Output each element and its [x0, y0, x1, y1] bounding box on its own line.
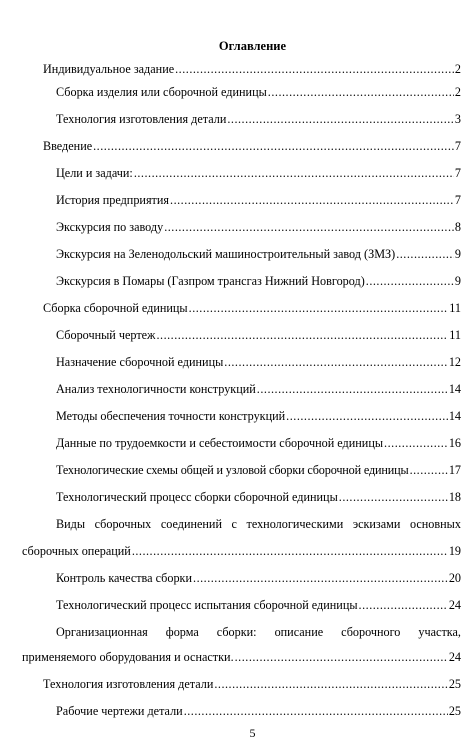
toc-word: сборки:: [216, 625, 257, 639]
toc-word: основных: [409, 517, 461, 531]
toc-leader-dots: [156, 328, 448, 343]
toc-entry-goals[interactable]: [56, 166, 461, 181]
toc-entry-assembly-schemes[interactable]: [56, 463, 461, 478]
toc-page-number: 2: [454, 85, 461, 99]
toc-entry-text: Сборка сборочной единицы: [43, 301, 188, 315]
toc-leader-dots: [184, 704, 448, 719]
toc-word: технологическими: [246, 517, 344, 531]
toc-entry-part-manufacturing[interactable]: [43, 677, 461, 692]
toc-entry-text: Индивидуальное задание: [43, 62, 175, 76]
toc-page-number: 25: [448, 704, 461, 718]
toc-entry-factory-tour[interactable]: [56, 220, 461, 235]
toc-page-number: 8: [454, 220, 461, 234]
toc-leader-dots: [134, 166, 454, 181]
toc-entry-text: Экскурсия на Зеленодольский машиностроительный завод (ЗМЗ): [56, 247, 396, 261]
toc-page-number: 9: [454, 247, 461, 261]
toc-page-number: 24: [448, 650, 461, 664]
toc-entry-text: Экскурсия по заводу: [56, 220, 164, 234]
toc-page-number: 17: [448, 463, 461, 477]
toc-word: Виды: [56, 517, 86, 531]
toc-word: сборочных: [94, 517, 152, 531]
toc-page-number: 19: [448, 544, 461, 558]
toc-page-number: 12: [448, 355, 461, 369]
toc-page-number: 2: [454, 62, 461, 76]
toc-leader-dots: [339, 490, 448, 505]
toc-leader-dots: [235, 650, 448, 665]
toc-entry-text: Сборочный чертеж: [56, 328, 156, 342]
toc-entry-manufacturability[interactable]: [56, 382, 461, 397]
toc-page-number: 20: [448, 571, 461, 585]
toc-leader-dots: [193, 571, 448, 586]
toc-entry-text: Технология изготовления детали: [43, 677, 214, 691]
toc-page-number: 11: [449, 328, 461, 342]
toc-entry-joint-types-line2[interactable]: [22, 544, 461, 559]
toc-entry-text: Контроль качества сборки: [56, 571, 193, 585]
toc-leader-dots: [164, 220, 454, 235]
toc-entry-text: Анализ технологичности конструкций: [56, 382, 256, 396]
toc-entry-text: сборочных операций: [22, 544, 131, 558]
toc-leader-dots: [93, 139, 454, 154]
toc-page-number: 7: [454, 166, 461, 180]
toc-word: сборочного: [341, 625, 401, 639]
toc-entry-text: Технологический процесс сборки сборочной единицы: [56, 490, 338, 504]
toc-entry-part-manufacturing-tech[interactable]: [56, 112, 461, 127]
toc-entry-text: Методы обеспечения точности конструкций: [56, 409, 286, 423]
toc-leader-dots: [384, 436, 448, 451]
toc-leader-dots: [227, 112, 454, 127]
toc-page-number: 25: [448, 677, 461, 691]
toc-entry-pomary-tour[interactable]: [56, 274, 461, 289]
toc-leader-dots: [257, 382, 448, 397]
toc-entry-text: Технология изготовления детали: [56, 112, 227, 126]
toc-page-number: 9: [454, 274, 461, 288]
toc-entry-assembly-process[interactable]: [56, 490, 461, 505]
toc-page-number: 11: [449, 301, 461, 315]
toc-entry-text: Назначение сборочной единицы: [56, 355, 224, 369]
toc-entry-text: Рабочие чертежи детали: [56, 704, 183, 718]
toc-entry-text: Введение: [43, 139, 93, 153]
toc-page-number: 7: [454, 139, 461, 153]
toc-entry-text: История предприятия: [56, 193, 170, 207]
toc-word: Организационная: [56, 625, 148, 639]
toc-entry-text: Технологический процесс испытания сборочной единицы: [56, 598, 358, 612]
toc-entry-text: Технологические схемы общей и узловой сборки сборочной единицы: [56, 463, 409, 477]
toc-leader-dots: [359, 598, 448, 613]
toc-page-number: 14: [448, 382, 461, 396]
toc-page-number: 16: [448, 436, 461, 450]
toc-page-number: 3: [454, 112, 461, 126]
toc-leader-dots: [224, 355, 448, 370]
toc-entry-unit-assembly[interactable]: [43, 301, 461, 316]
toc-page-number: 24: [448, 598, 461, 612]
toc-entry-text: Цели и задачи:: [56, 166, 133, 180]
toc-leader-dots: [286, 409, 448, 424]
toc-entry-labor-cost[interactable]: [56, 436, 461, 451]
toc-leader-dots: [214, 677, 447, 692]
toc-entry-part-drawings[interactable]: [56, 704, 461, 719]
toc-entry-individual-task[interactable]: [43, 62, 461, 77]
toc-entry-accuracy-methods[interactable]: [56, 409, 461, 424]
toc-leader-dots: [170, 193, 454, 208]
toc-word: описание: [274, 625, 324, 639]
toc-word: эскизами: [352, 517, 401, 531]
page-number: 5: [249, 726, 256, 740]
toc-entry-text: применяемого оборудования и оснастки.: [22, 650, 234, 664]
toc-leader-dots: [366, 274, 454, 289]
toc-entry-assembly-of-product[interactable]: [56, 85, 461, 100]
toc-word: форма: [165, 625, 199, 639]
toc-leader-dots: [175, 62, 454, 77]
toc-entry-org-form-line2[interactable]: [22, 650, 461, 665]
toc-entry-quality-control[interactable]: [56, 571, 461, 586]
toc-entry-text: Экскурсия в Помары (Газпром трансгаз Нижний Новгород): [56, 274, 365, 288]
toc-entry-company-history[interactable]: [56, 193, 461, 208]
toc-page-number: 7: [454, 193, 461, 207]
toc-word: с: [231, 517, 237, 531]
toc-leader-dots: [410, 463, 448, 478]
toc-word: соединений: [160, 517, 222, 531]
toc-entry-testing-process[interactable]: [56, 598, 461, 613]
toc-page-number: 14: [448, 409, 461, 423]
toc-entry-unit-purpose[interactable]: [56, 355, 461, 370]
page-title: Оглавление: [218, 39, 287, 53]
toc-entry-zmz-tour[interactable]: [56, 247, 461, 262]
toc-leader-dots: [268, 85, 454, 100]
toc-word: участка,: [418, 625, 461, 639]
toc-entry-text: Сборка изделия или сборочной единицы: [56, 85, 267, 99]
toc-entry-assembly-drawing[interactable]: [56, 328, 461, 343]
toc-leader-dots: [132, 544, 448, 559]
toc-entry-introduction[interactable]: [43, 139, 461, 154]
toc-entry-text: Данные по трудоемкости и себестоимости сборочной единицы: [56, 436, 384, 450]
toc-leader-dots: [189, 301, 449, 316]
toc-leader-dots: [396, 247, 454, 262]
toc-entry-joint-types-line1[interactable]: [56, 517, 461, 532]
toc-entry-org-form-line1[interactable]: [56, 625, 461, 640]
toc-page-number: 18: [448, 490, 461, 504]
